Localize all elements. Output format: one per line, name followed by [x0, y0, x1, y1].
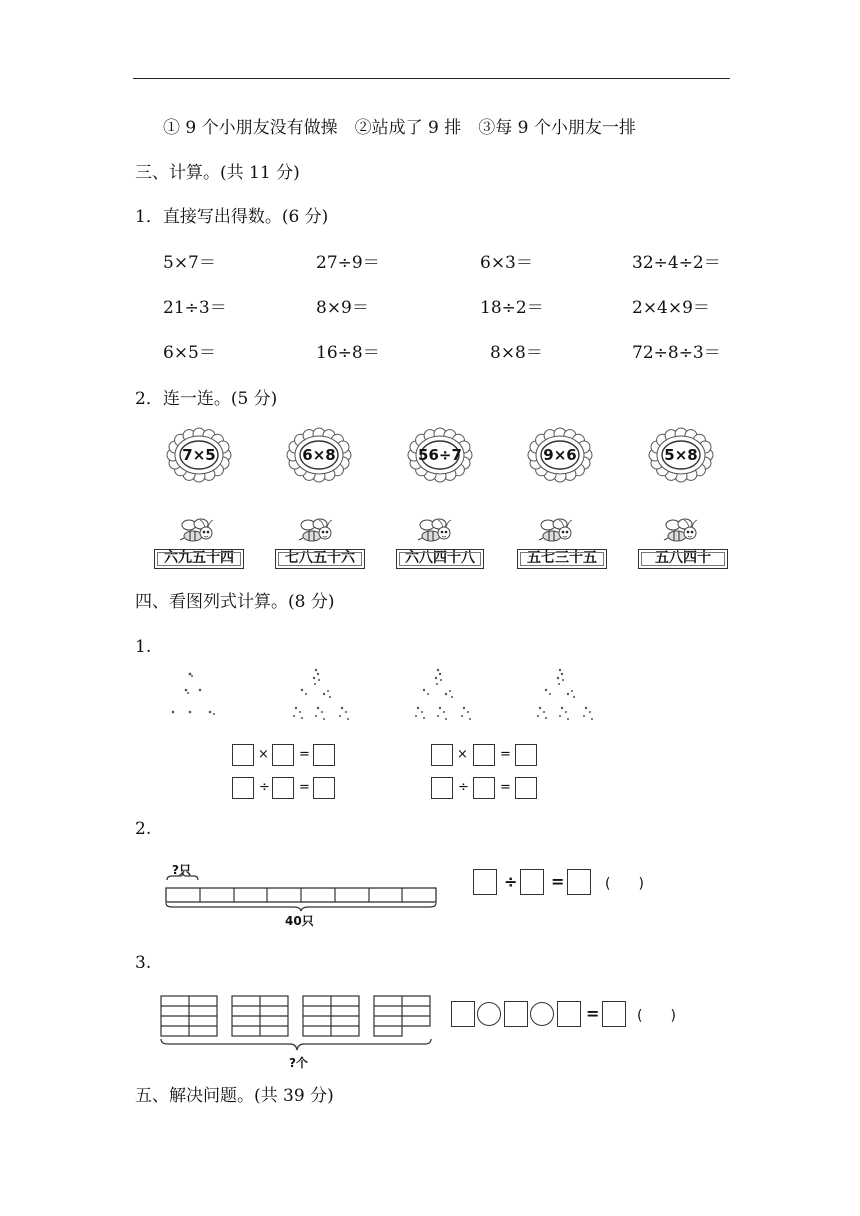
equals-sign: = [551, 872, 565, 891]
answer-box[interactable] [313, 777, 335, 799]
q4-2-label: 2. [135, 819, 152, 839]
calc-item: 72÷8÷3＝ [632, 343, 721, 363]
times-sign: × [457, 747, 468, 762]
unit-paren[interactable]: ( ) [637, 1008, 676, 1024]
calc-item: 32÷4÷2＝ [632, 253, 721, 273]
answer-box[interactable] [473, 744, 495, 766]
dot-triangle-medium [410, 664, 486, 730]
answer-box[interactable] [520, 869, 544, 895]
bee-icon [295, 516, 335, 544]
calc-item: 21÷3＝ [163, 298, 227, 318]
answer-box[interactable] [232, 744, 254, 766]
rhyme-plate[interactable]: 七八五十六 [275, 549, 365, 569]
divide-sign: ÷ [504, 872, 518, 891]
flower-card[interactable] [526, 427, 594, 483]
answer-box[interactable] [272, 777, 294, 799]
equals-sign: = [299, 747, 310, 762]
segment-bar-diagram [164, 872, 440, 916]
dot-triangle-medium [288, 664, 364, 730]
answer-box[interactable] [232, 777, 254, 799]
bar-bottom-label: 40只 [285, 914, 314, 928]
calc-item: 6×3＝ [480, 253, 533, 273]
flower-expression: 5×8 [664, 446, 698, 464]
flower-expression: 7×5 [182, 446, 216, 464]
flower-card[interactable] [647, 427, 715, 483]
rhyme-plate[interactable]: 五七三十五 [517, 549, 607, 569]
flower-card[interactable] [406, 427, 474, 483]
rhyme-plate[interactable]: 五八四十 [638, 549, 728, 569]
bar-top-label: ?只 [172, 863, 191, 877]
calc-item: 18÷2＝ [480, 298, 544, 318]
q4-1-label: 1. [135, 637, 152, 657]
times-sign: × [258, 747, 269, 762]
calc-item: 6×5＝ [163, 343, 216, 363]
answer-box[interactable] [515, 744, 537, 766]
answer-box[interactable] [515, 777, 537, 799]
operator-circle[interactable] [477, 1002, 501, 1026]
flower-expression: 56÷7 [418, 446, 462, 464]
rhyme-plate[interactable]: 六八四十八 [396, 549, 484, 569]
answer-box[interactable] [504, 1001, 528, 1027]
flower-expression: 9×6 [543, 446, 577, 464]
section4-title: 四、看图列式计算。(8 分) [135, 592, 335, 612]
section3-title: 三、计算。(共 11 分) [135, 163, 300, 183]
answer-box[interactable] [602, 1001, 626, 1027]
bee-icon [414, 516, 454, 544]
dot-triangle-small [168, 668, 224, 724]
equals-sign: = [299, 780, 310, 795]
answer-box[interactable] [313, 744, 335, 766]
equals-sign: = [500, 780, 511, 795]
answer-box[interactable] [272, 744, 294, 766]
operator-circle[interactable] [530, 1002, 554, 1026]
answer-box[interactable] [567, 869, 591, 895]
flower-expression: 6×8 [302, 446, 336, 464]
flower-card[interactable] [285, 427, 353, 483]
bee-icon [535, 516, 575, 544]
bee-icon [176, 516, 216, 544]
calc-item: 5×7＝ [163, 253, 216, 273]
q4-3-label: 3. [135, 953, 152, 973]
grid-bottom-label: ?个 [289, 1056, 308, 1070]
answer-box[interactable] [451, 1001, 475, 1027]
calc-item: 27÷9＝ [316, 253, 380, 273]
top-rule [133, 78, 730, 79]
calc-item: 8×8＝ [490, 343, 543, 363]
calc-item: 2×4×9＝ [632, 298, 710, 318]
answer-box[interactable] [473, 777, 495, 799]
flower-card[interactable] [165, 427, 233, 483]
answer-box[interactable] [431, 777, 453, 799]
answer-box[interactable] [557, 1001, 581, 1027]
bee-icon [660, 516, 700, 544]
calc-item: 16÷8＝ [316, 343, 380, 363]
calc-item: 8×9＝ [316, 298, 369, 318]
top-options: ① 9 个小朋友没有做操 ②站成了 9 排 ③每 9 个小朋友一排 [163, 118, 636, 138]
divide-sign: ÷ [458, 780, 469, 795]
section5-title: 五、解决问题。(共 39 分) [135, 1086, 334, 1106]
q1-title: 1．直接写出得数。(6 分) [135, 207, 329, 227]
divide-sign: ÷ [259, 780, 270, 795]
dot-triangle-medium [532, 664, 608, 730]
unit-paren[interactable]: ( ) [605, 876, 644, 892]
answer-box[interactable] [431, 744, 453, 766]
equals-sign: = [586, 1004, 600, 1023]
q2-title: 2．连一连。(5 分) [135, 389, 278, 409]
answer-box[interactable] [473, 869, 497, 895]
equals-sign: = [500, 747, 511, 762]
rhyme-plate[interactable]: 六九五十四 [154, 549, 244, 569]
